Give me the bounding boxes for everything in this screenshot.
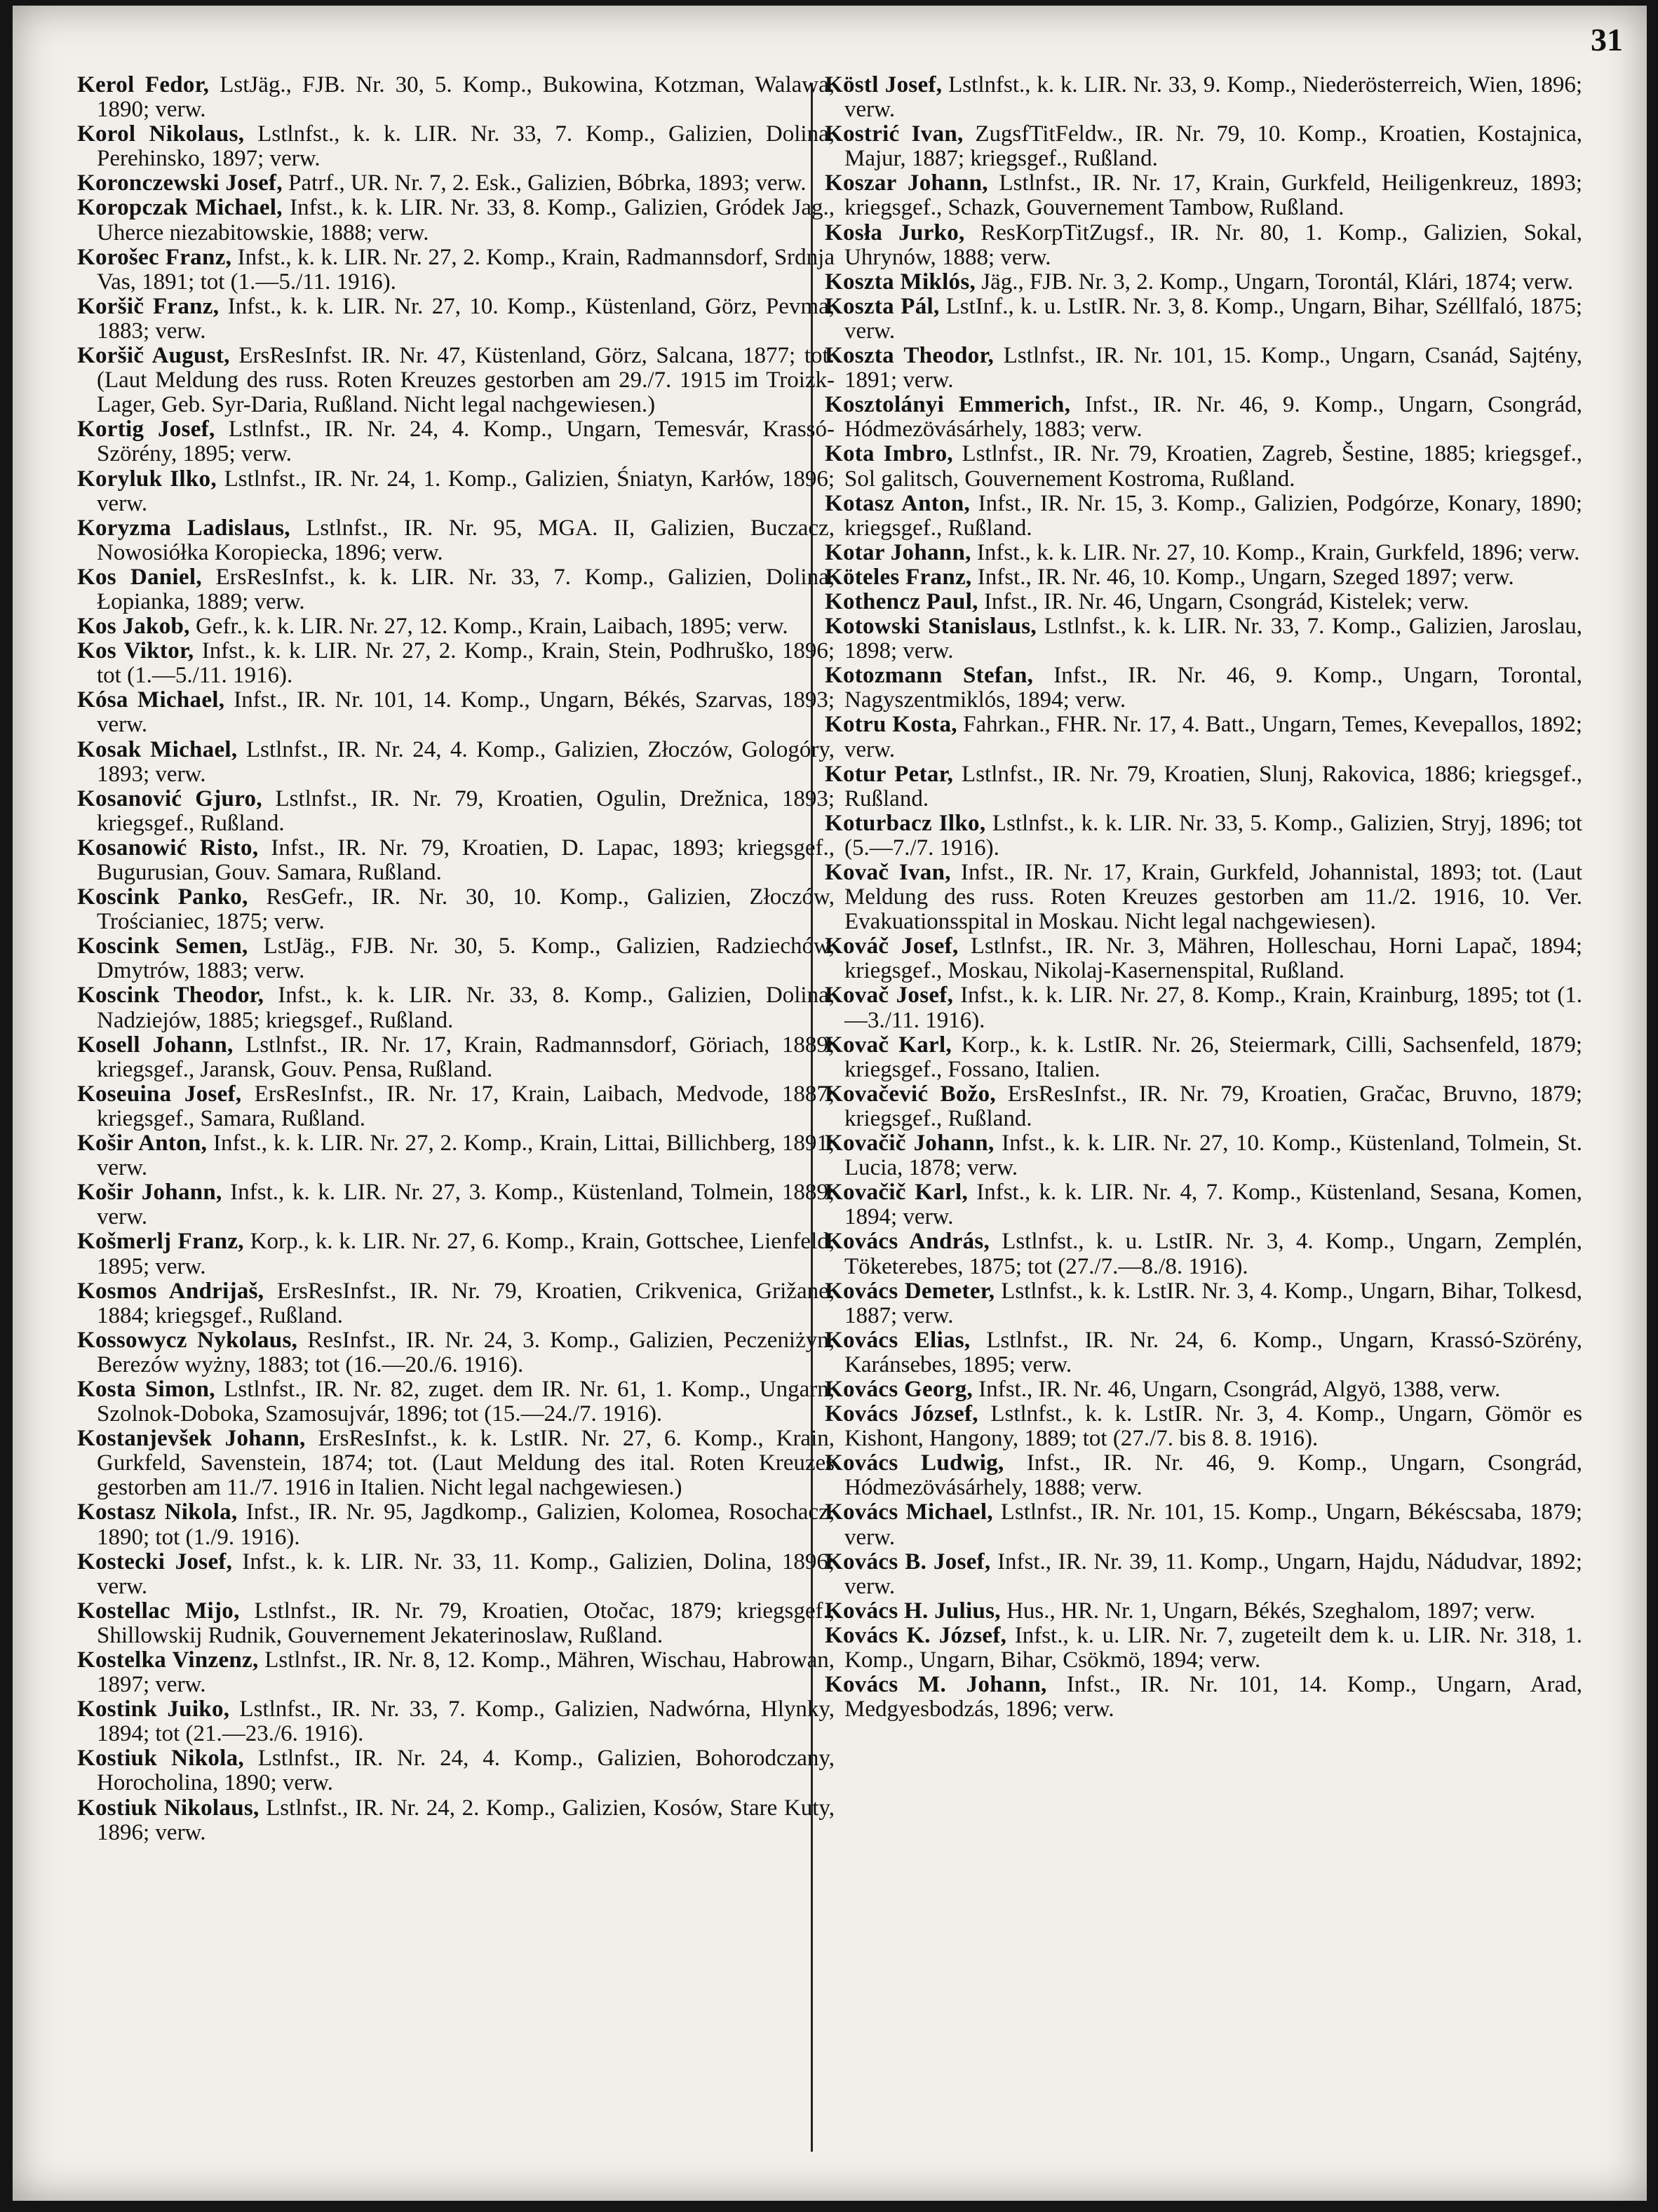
entry-name: Koszta Miklós, [825, 269, 976, 295]
right-column [825, 73, 1582, 1722]
entry-name: Kovačević Božo, [825, 1081, 996, 1107]
register-entry [825, 713, 1582, 762]
entry-name: Kotasz Anton, [825, 490, 971, 516]
register-entry [77, 1500, 835, 1549]
register-entry [77, 171, 835, 196]
register-entry [825, 1328, 1582, 1377]
entry-name: Kosanović Gjuro, [77, 785, 262, 811]
register-entry [77, 122, 835, 171]
entry-name: Kostiuk Nikolaus, [77, 1795, 260, 1821]
entry-name: Kovács Elias, [825, 1327, 971, 1353]
register-entry [825, 663, 1582, 713]
entry-name: Koršič August, [77, 343, 230, 369]
entry-details: Lstlnfst., IR. Nr. 101, 15. Komp., Ungarn, Békéscsaba, 1879; verw. [844, 1499, 1583, 1550]
register-entry [77, 73, 835, 122]
entry-name: Kosmos Andrijaš, [77, 1278, 264, 1304]
entry-details: Infst., k. k. LIR. Nr. 27, 2. Komp., Krain, Littai, Billichberg, 1891; verw. [97, 1131, 835, 1181]
register-entry [825, 1033, 1582, 1082]
entry-name: Kostellac Mijo, [77, 1598, 240, 1624]
entry-name: Koscink Semen, [77, 933, 248, 959]
entry-name: Koseuina Josef, [77, 1081, 242, 1107]
register-entry [825, 1599, 1582, 1624]
entry-name: Kovačič Johann, [825, 1131, 995, 1156]
entry-name: Kovács Georg, [825, 1376, 973, 1402]
register-entry [77, 1697, 835, 1746]
entry-details: Infst., IR. Nr. 39, 11. Komp., Ungarn, Hajdu, Nádudvar, 1892; verw. [844, 1549, 1583, 1599]
register-entry [825, 811, 1582, 861]
entry-details: ResGefr., IR. Nr. 30, 10. Komp., Galizien, Złoczów, Trościaniec, 1875; verw. [97, 884, 835, 935]
entry-name: Kos Viktor, [77, 638, 194, 664]
entry-name: Kovács H. Julius, [825, 1598, 1001, 1624]
register-entry [825, 1451, 1582, 1500]
entry-name: Kosta Simon, [77, 1376, 215, 1402]
entry-name: Koryluk Ilko, [77, 466, 217, 492]
entry-name: Košmerlj Franz, [77, 1229, 244, 1255]
entry-details: Infst., IR. Nr. 95, Jagdkomp., Galizien, Kolomea, Rosochacz, 1890; tot (1./9. 1916). [97, 1499, 835, 1550]
entry-details: Lstlnfst., k. k. LstIR. Nr. 3, 4. Komp., Ungarn, Bihar, Tolkesd, 1887; verw. [844, 1278, 1582, 1328]
register-entry [77, 1131, 835, 1180]
register-entry [77, 1746, 835, 1795]
entry-details: Infst., IR. Nr. 101, 14. Komp., Ungarn, Békés, Szarvas, 1893; verw. [97, 687, 835, 738]
register-entry [825, 1229, 1582, 1279]
entry-details: Lstlnfst., IR. Nr. 33, 7. Komp., Galizien, Nadwórna, Hlynky, 1894; tot (21.—23./6. 1916). [97, 1697, 835, 1747]
register-entry [77, 516, 835, 565]
entry-name: Kovács M. Johann, [825, 1672, 1047, 1698]
entry-details: Lstlnfst., IR. Nr. 79, Kroatien, Otočac, 1879; kriegsgef., Shillowskij Rudnik, Gouvernement Jekaterinoslaw, Rußland. [97, 1598, 835, 1648]
register-entry [825, 221, 1582, 270]
entry-details: Infst., k. k. LIR. Nr. 27, 3. Komp., Küstenland, Tolmein, 1889; verw. [97, 1180, 835, 1230]
entry-name: Korol Nikolaus, [77, 121, 245, 147]
entry-details: Infst., k. k. LIR. Nr. 27, 2. Komp., Krain, Radmannsdorf, Srdnja Vas, 1891; tot (1.—5./11. 1916). [97, 244, 835, 295]
left-column [77, 73, 835, 1845]
register-entry [77, 1082, 835, 1131]
register-entry [825, 295, 1582, 344]
entry-details: Infst., IR. Nr. 46, 9. Komp., Ungarn, Csongrád, Hódmezövásárhely, 1883; verw. [844, 392, 1582, 443]
entry-details: Infst., IR. Nr. 46, 9. Komp., Ungarn, Csongrád, Hódmezövásárhely, 1888; verw. [844, 1450, 1582, 1501]
entry-details: LstInf., k. u. LstIR. Nr. 3, 8. Komp., Ungarn, Bihar, Széllfaló, 1875; verw. [844, 293, 1582, 344]
entry-name: Kovač Ivan, [825, 860, 951, 885]
entry-name: Koropczak Michael, [77, 195, 283, 221]
entry-name: Koszar Johann, [825, 170, 988, 196]
register-entry [77, 1648, 835, 1697]
entry-name: Kostelka Vinzenz, [77, 1647, 259, 1673]
entry-name: Köstl Josef, [825, 72, 943, 97]
entry-name: Kota Imbro, [825, 441, 953, 467]
register-entry [825, 1402, 1582, 1451]
entry-name: Kosztolányi Emmerich, [825, 392, 1071, 418]
entry-name: Kortig Josef, [77, 417, 215, 443]
entry-details: Infst., k. k. LIR. Nr. 27, 10. Komp., Küstenland, Görz, Pevma, 1883; verw. [97, 293, 835, 344]
entry-details: ErsResInfst., IR. Nr. 79, Kroatien, Crikvenica, Grižane, 1884; kriegsgef., Rußland. [97, 1278, 835, 1328]
entry-name: Kostanjevšek Johann, [77, 1426, 306, 1452]
register-entry [77, 295, 835, 344]
register-entry [77, 934, 835, 983]
entry-details: Lstlnfst., k. k. LIR. Nr. 33, 9. Komp., Niederösterreich, Wien, 1896; verw. [844, 72, 1582, 123]
entry-name: Kovač Josef, [825, 983, 954, 1009]
register-entry [825, 393, 1582, 442]
register-entry [825, 1180, 1582, 1229]
entry-details: ErsResInfst., k. k. LstIR. Nr. 27, 6. Komp., Krain, Gurkfeld, Savenstein, 1874; tot. (Laut Meldung des ital. Roten Kreuzes gestorben am 11./7. 1916 in Italien. Nicht legal nachgewiesen.) [97, 1426, 835, 1501]
entry-details: Lstlnfst., k. k. LIR. Nr. 33, 7. Komp., Galizien, Dolina, Perehinsko, 1897; verw. [97, 121, 835, 172]
register-entry [77, 983, 835, 1032]
entry-name: Korošec Franz, [77, 244, 232, 270]
entry-details: Infst., k. u. LIR. Nr. 7, zugeteilt dem k. u. LIR. Nr. 318, 1. Komp., Ungarn, Bihar, Csökmö, 1894; verw. [844, 1622, 1582, 1673]
entry-details: ResKorpTitZugsf., IR. Nr. 80, 1. Komp., Galizien, Sokal, Uhrynów, 1888; verw. [844, 220, 1583, 270]
register-entry [77, 1377, 835, 1427]
entry-name: Koszta Pál, [825, 293, 940, 319]
entry-details: Infst., IR. Nr. 46, Ungarn, Csongrád, Kistelek; verw. [978, 588, 1469, 614]
register-entry [77, 417, 835, 466]
entry-details: Infst., k. k. LIR. Nr. 27, 8. Komp., Krain, Krainburg, 1895; tot (1.—3./11. 1916). [844, 983, 1582, 1033]
entry-name: Koscink Theodor, [77, 983, 264, 1009]
register-entry [77, 639, 835, 688]
entry-details: ResInfst., IR. Nr. 24, 3. Komp., Galizien, Peczeniżyn, Berezów wyżny, 1883; tot (16.—20./6. 1916). [97, 1327, 835, 1377]
entry-details: Gefr., k. k. LIR. Nr. 27, 12. Komp., Krain, Laibach, 1895; verw. [189, 614, 788, 640]
entry-name: Kotru Kosta, [825, 712, 957, 738]
register-entry [825, 492, 1582, 541]
entry-details: Korp., k. k. LstIR. Nr. 26, Steiermark, Cilli, Sachsenfeld, 1879; kriegsgef., Fossano, Italien. [844, 1032, 1582, 1082]
register-entry [77, 1279, 835, 1328]
entry-name: Kovács Ludwig, [825, 1450, 1004, 1476]
register-entry [825, 1624, 1582, 1673]
entry-details: Infst., k. k. LIR. Nr. 4, 7. Komp., Küstenland, Sesana, Komen, 1894; verw. [844, 1180, 1582, 1230]
register-entry [825, 442, 1582, 491]
entry-details: Infst., k. k. LIR. Nr. 33, 11. Komp., Galizien, Dolina, 1896; verw. [97, 1549, 835, 1599]
entry-name: Kossowycz Nykolaus, [77, 1327, 298, 1353]
entry-details: Lstlnfst., IR. Nr. 24, 4. Komp., Galizien, Bohorodczany, Horocholina, 1890; verw. [97, 1746, 835, 1796]
register-entry [825, 122, 1582, 171]
entry-details: LstJäg., FJB. Nr. 30, 5. Komp., Galizien, Radziechów, Dmytrów, 1883; verw. [97, 933, 835, 984]
entry-name: Kotowski Stanislaus, [825, 614, 1037, 640]
register-entry [825, 934, 1582, 983]
register-entry [825, 270, 1582, 295]
entry-details: Infst., k. k. LIR. Nr. 27, 2. Komp., Krain, Stein, Podhruško, 1896; tot (1.—5./11. 1916). [97, 638, 835, 689]
entry-name: Kosell Johann, [77, 1032, 234, 1058]
entry-details: Jäg., FJB. Nr. 3, 2. Komp., Ungarn, Torontál, Klári, 1874; verw. [976, 269, 1573, 295]
register-entry [825, 73, 1582, 122]
entry-name: Kováč Josef, [825, 933, 959, 959]
entry-details: Lstlnfst., IR. Nr. 24, 2. Komp., Galizien, Kosów, Stare Kuty, 1896; verw. [97, 1795, 835, 1845]
register-entry [77, 1796, 835, 1845]
entry-details: Lstlnfst., k. k. LIR. Nr. 33, 5. Komp., Galizien, Stryj, 1896; tot (5.—7./7. 1916). [844, 810, 1582, 861]
entry-details: Lstlnfst., IR. Nr. 82, zuget. dem IR. Nr. 61, 1. Komp., Ungarn, Szolnok-Doboka, Szamosujvár, 1896; tot (15.—24./7. 1916). [97, 1376, 835, 1427]
register-entry [825, 344, 1582, 393]
register-entry [77, 196, 835, 245]
entry-name: Kovačič Karl, [825, 1180, 968, 1206]
entry-details: Lstlnfst., IR. Nr. 24, 4. Komp., Ungarn, Temesvár, Krassó-Szörény, 1895; verw. [97, 417, 835, 467]
entry-name: Košir Johann, [77, 1180, 222, 1206]
entry-details: Infst., IR. Nr. 46, Ungarn, Csongrád, Algyö, 1388, verw. [973, 1376, 1501, 1402]
entry-details: Lstlnfst., IR. Nr. 79, Kroatien, Zagreb, Šestine, 1885; kriegsgef., Sol galitsch, Gouvernement Kostroma, Rußland. [844, 441, 1582, 492]
entry-name: Koryzma Ladislaus, [77, 515, 290, 541]
entry-name: Koršič Franz, [77, 293, 220, 319]
register-entry [77, 1033, 835, 1082]
document-page [13, 6, 1647, 2201]
entry-details: ZugsfTitFeldw., IR. Nr. 79, 10. Komp., Kroatien, Kostajnica, Majur, 1887; kriegsgef., Rußland. [844, 121, 1582, 172]
entry-name: Kovács Michael, [825, 1499, 993, 1525]
entry-details: Lstlnfst., k. k. LIR. Nr. 33, 7. Komp., Galizien, Jaroslau, 1898; verw. [844, 614, 1582, 664]
register-entry [77, 1599, 835, 1648]
register-entry [825, 1550, 1582, 1599]
register-entry [77, 1427, 835, 1500]
entry-name: Kovács B. Josef, [825, 1549, 991, 1574]
register-entry [825, 1082, 1582, 1131]
register-entry [77, 1550, 835, 1599]
entry-name: Kosła Jurko, [825, 220, 965, 245]
entry-name: Kósa Michael, [77, 687, 225, 713]
entry-name: Kostrić Ivan, [825, 121, 964, 147]
entry-name: Koszta Theodor, [825, 343, 994, 369]
register-entry [825, 762, 1582, 811]
entry-details: Lstlnfst., IR. Nr. 79, Kroatien, Slunj, Rakovica, 1886; kriegsgef., Rußland. [844, 761, 1582, 811]
entry-name: Kothencz Paul, [825, 588, 978, 614]
entry-name: Kostiuk Nikola, [77, 1746, 244, 1772]
register-entry [825, 171, 1582, 220]
entry-details: Lstlnfst., k. k. LstIR. Nr. 3, 4. Komp., Ungarn, Gömör es Kishont, Hangony, 1889; tot (27./7. bis 8. 8. 1916). [844, 1401, 1582, 1452]
register-entry [77, 885, 835, 934]
register-entry [77, 1328, 835, 1377]
entry-details: Infst., k. k. LIR. Nr. 27, 10. Komp., Krain, Gurkfeld, 1896; verw. [971, 539, 1580, 565]
entry-details: ErsResInfst., IR. Nr. 79, Kroatien, Gračac, Bruvno, 1879; kriegsgef., Rußland. [844, 1081, 1583, 1131]
register-entry [825, 1131, 1582, 1180]
entry-details: Lstlnfst., IR. Nr. 3, Mähren, Holleschau, Horni Lapač, 1894; kriegsgef., Moskau, Nikolaj-Kasernenspital, Rußland. [844, 933, 1582, 984]
entry-details: Patrf., UR. Nr. 7, 2. Esk., Galizien, Bóbrka, 1893; verw. [282, 170, 807, 196]
entry-details: Infst., IR. Nr. 15, 3. Komp., Galizien, Podgórze, Konary, 1890; kriegsgef., Rußland. [844, 490, 1582, 541]
entry-details: Infst., IR. Nr. 79, Kroatien, D. Lapac, 1893; kriegsgef., Bugurusian, Gouv. Samara, Rußland. [97, 835, 835, 885]
entry-name: Koturbacz Ilko, [825, 810, 986, 836]
entry-name: Kovács József, [825, 1401, 978, 1427]
entry-details: Infst., IR. Nr. 46, 9. Komp., Ungarn, Torontal, Nagyszentmiklós, 1894; verw. [844, 663, 1583, 713]
entry-details: Lstlnfst., IR. Nr. 101, 15. Komp., Ungarn, Csanád, Sajtény, 1891; verw. [844, 343, 1582, 393]
entry-name: Kostasz Nikola, [77, 1499, 238, 1525]
entry-details: LstJäg., FJB. Nr. 30, 5. Komp., Bukowina, Kotzman, Walawa, 1890; verw. [97, 72, 835, 123]
entry-name: Košir Anton, [77, 1131, 208, 1156]
register-entry [77, 738, 835, 787]
entry-details: Fahrkan., FHR. Nr. 17, 4. Batt., Ungarn, Temes, Kevepallos, 1892; verw. [844, 712, 1582, 762]
register-entry [825, 541, 1582, 565]
entry-name: Koronczewski Josef, [77, 170, 283, 196]
register-entry [825, 614, 1582, 663]
register-entry [77, 1229, 835, 1279]
register-entry [825, 1279, 1582, 1328]
register-entry [77, 467, 835, 516]
entry-details: Infst., IR. Nr. 101, 14. Komp., Ungarn, Arad, Medgyesbodzás, 1896; verw. [844, 1672, 1583, 1722]
entry-name: Köteles Franz, [825, 564, 972, 590]
entry-name: Kotur Petar, [825, 761, 954, 787]
register-entry [77, 836, 835, 885]
entry-name: Kostink Juiko, [77, 1697, 230, 1722]
entry-details: Lstlnfst., IR. Nr. 79, Kroatien, Ogulin, Drežnica, 1893; kriegsgef., Rußland. [97, 785, 835, 836]
entry-name: Kovács K. József, [825, 1622, 1007, 1648]
register-entry [825, 1673, 1582, 1722]
register-entry [825, 1377, 1582, 1402]
entry-name: Kosak Michael, [77, 736, 238, 762]
register-entry [77, 614, 835, 639]
entry-name: Kotozmann Stefan, [825, 663, 1034, 689]
entry-details: Lstlnfst., IR. Nr. 95, MGA. II, Galizien, Buczacz, Nowosiółka Koropiecka, 1896; verw. [97, 515, 835, 565]
entry-details: ErsResInfst. IR. Nr. 47, Küstenland, Görz, Salcana, 1877; tot. (Laut Meldung des russ. Roten Kreuzes gestorben am 29./7. 1915 im Troizk-Lager, Geb. Syr-Daria, Rußland. Nicht legal nachgewiesen.) [97, 343, 835, 418]
entry-name: Kosanowić Risto, [77, 835, 259, 861]
register-entry [77, 565, 835, 614]
entry-details: Lstlnfst., k. u. LstIR. Nr. 3, 4. Komp., Ungarn, Zemplén, Töketerebes, 1875; tot (27./7.—8./8. 1916). [844, 1229, 1582, 1279]
entry-details: Infst., k. k. LIR. Nr. 27, 10. Komp., Küstenland, Tolmein, St. Lucia, 1878; verw. [844, 1131, 1582, 1181]
entry-details: ErsResInfst., k. k. LIR. Nr. 33, 7. Komp., Galizien, Dolina, Łopianka, 1889; verw. [97, 564, 835, 614]
entry-name: Kos Daniel, [77, 564, 202, 590]
entry-name: Kerol Fedor, [77, 72, 210, 97]
entry-details: Infst., k. k. LIR. Nr. 33, 8. Komp., Galizien, Dolina, Nadziejów, 1885; kriegsgef., Rußland. [97, 983, 835, 1033]
entry-name: Kos Jakob, [77, 614, 190, 640]
entry-details: Lstlnfst., IR. Nr. 8, 12. Komp., Mähren, Wischau, Habrowan, 1897; verw. [97, 1647, 835, 1698]
entry-details: Infst., IR. Nr. 17, Krain, Gurkfeld, Johannistal, 1893; tot. (Laut Meldung des russ. Roten Kreuzes gestorben am 11./2. 1916, 10. Ver. Evakuationsspital in Moskau. Nicht legal nachgewiesen). [844, 860, 1583, 935]
entry-name: Kovács András, [825, 1229, 990, 1255]
register-entry [77, 1180, 835, 1229]
page-number: 31 [1591, 22, 1623, 58]
entry-details: Lstlnfst., IR. Nr. 24, 1. Komp., Galizien, Śniatyn, Karłów, 1896; verw. [97, 466, 835, 516]
register-entry [825, 861, 1582, 934]
entry-details: Lstlnfst., IR. Nr. 24, 6. Komp., Ungarn, Krassó-Szörény, Karánsebes, 1895; verw. [844, 1327, 1582, 1377]
register-entry [77, 688, 835, 737]
register-entry [77, 245, 835, 295]
register-entry [77, 344, 835, 417]
entry-details: Korp., k. k. LIR. Nr. 27, 6. Komp., Krain, Gottschee, Lienfeld, 1895; verw. [97, 1229, 835, 1279]
entry-name: Kotar Johann, [825, 539, 971, 565]
register-entry [825, 590, 1582, 614]
entry-name: Kovač Karl, [825, 1032, 952, 1058]
entry-name: Kovács Demeter, [825, 1278, 995, 1304]
entry-details: Hus., HR. Nr. 1, Ungarn, Békés, Szeghalom, 1897; verw. [1000, 1598, 1536, 1624]
register-entry [825, 983, 1582, 1032]
register-entry [77, 787, 835, 836]
entry-details: Lstlnfst., IR. Nr. 17, Krain, Gurkfeld, Heiligenkreuz, 1893; kriegsgef., Schazk, Gouvernement Tambow, Rußland. [844, 170, 1582, 221]
register-entry [825, 565, 1582, 590]
entry-details: Infst., k. k. LIR. Nr. 33, 8. Komp., Galizien, Gródek Jag., Uherce niezabitowskie, 1888; verw. [97, 195, 835, 245]
entry-name: Koscink Panko, [77, 884, 248, 910]
entry-details: ErsResInfst., IR. Nr. 17, Krain, Laibach, Medvode, 1887; kriegsgef., Samara, Rußland. [97, 1081, 835, 1131]
register-entry [825, 1500, 1582, 1549]
entry-details: Lstlnfst., IR. Nr. 17, Krain, Radmannsdorf, Göriach, 1889; kriegsgef., Jaransk, Gouv. Pensa, Rußland. [97, 1032, 835, 1082]
entry-details: Infst., IR. Nr. 46, 10. Komp., Ungarn, Szeged 1897; verw. [971, 564, 1514, 590]
entry-details: Lstlnfst., IR. Nr. 24, 4. Komp., Galizien, Złoczów, Gologóry, 1893; verw. [97, 736, 835, 787]
entry-name: Kostecki Josef, [77, 1549, 233, 1574]
